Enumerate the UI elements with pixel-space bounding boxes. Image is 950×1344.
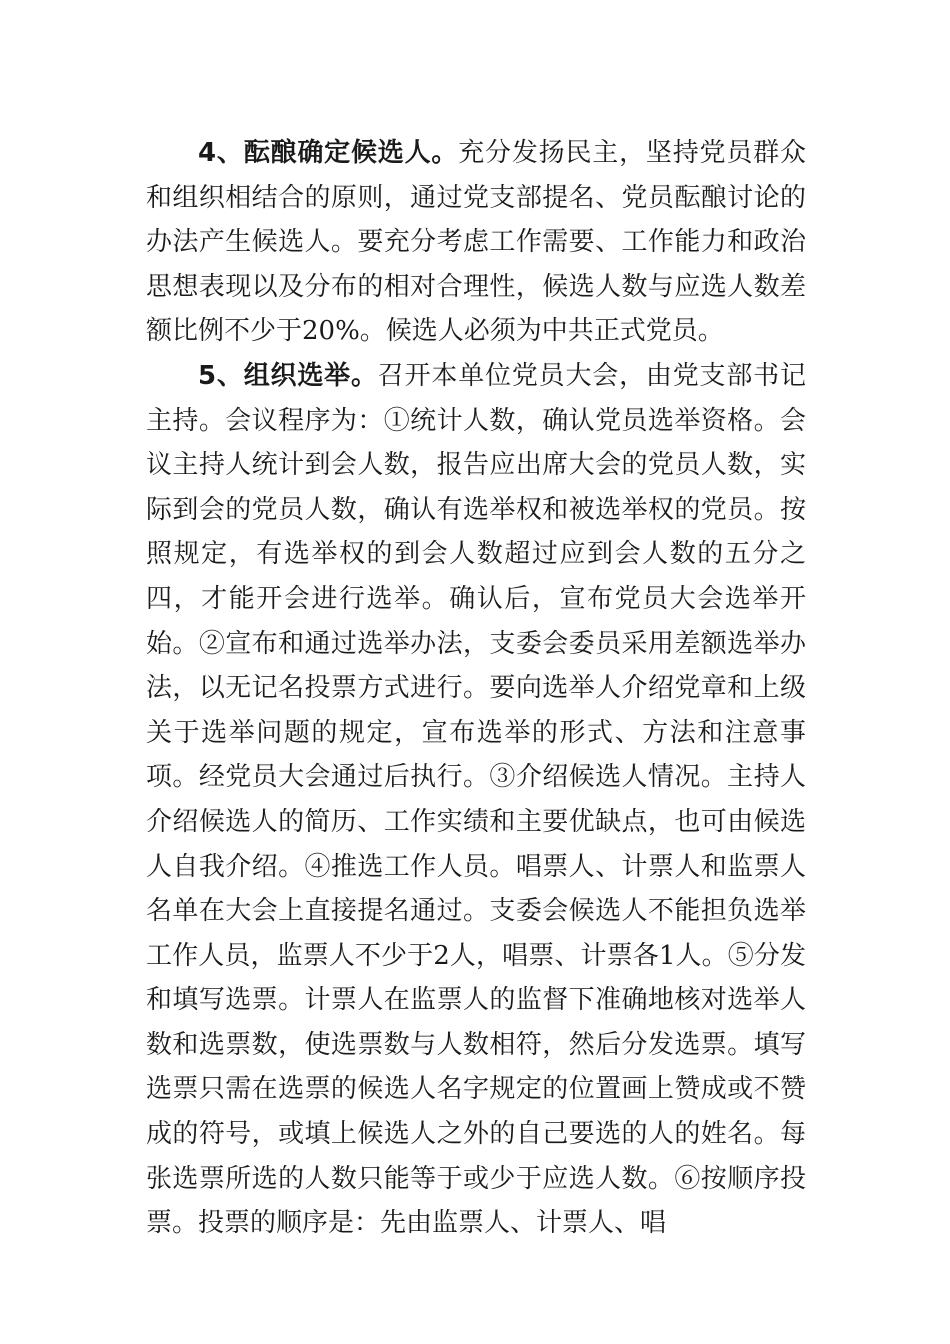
paragraph-text: 召开本单位党员大会，由党支部书记主持。会议程序为：①统计人数，确认党员选举资格。会议主持人统计到会人数，报告应出席大会的党员人数，实际到会的党员人数，确认有选举权和被选举权的党员。按照规定，有选举权的到会人数超过应到会人数的五分之四，才能开会进行选举。确认后，宣布党员大会选举开始。②宣布和通过选举办法，支委会委员采用差额选举办法，以无记名投票方式进行。要向选举人介绍党章和上级关于选举问题的规定，宣布选举的形式、方法和注意事项。经党员大会通过后执行。③介绍候选人情况。主持人介绍候选人的简历、工作实绩和主要优缺点，也可由候选人自我介绍。④推选工作人员。唱票人、计票人和监票人名单在大会上直接提名通过。支委会候选人不能担负选举工作人员，监票人不少于2人，唱票、计票各1人。⑤分发和填写选票。计票人在监票人的监督下准确地核对选举人数和选票数，使选票数与人数相符，然后分发选票。填写选票只需在选票的候选人名字规定的位置画上赞成或不赞成的符号，或填上候选人之外的自己要选的人的姓名。每张选票所选的人数只能等于或少于应选人数。⑥按顺序投票。投票的顺序是：先由监票人、计票人、唱 [146, 360, 806, 1239]
paragraph-candidate-selection [146, 131, 806, 354]
paragraph-heading: 4、酝酿确定候选人。 [198, 138, 459, 168]
paragraph-text: 充分发扬民主，坚持党员群众和组织相结合的原则，通过党支部提名、党员酝酿讨论的办法产生候选人。要充分考虑工作需要、工作能力和政治思想表现以及分布的相对合理性，候选人数与应选人数差额比例不少于20%。候选人必须为中共正式党员。 [146, 138, 806, 347]
paragraph-heading: 5、组织选举。 [198, 360, 378, 391]
paragraph-organize-election [146, 354, 806, 1246]
document-body [146, 131, 806, 1246]
